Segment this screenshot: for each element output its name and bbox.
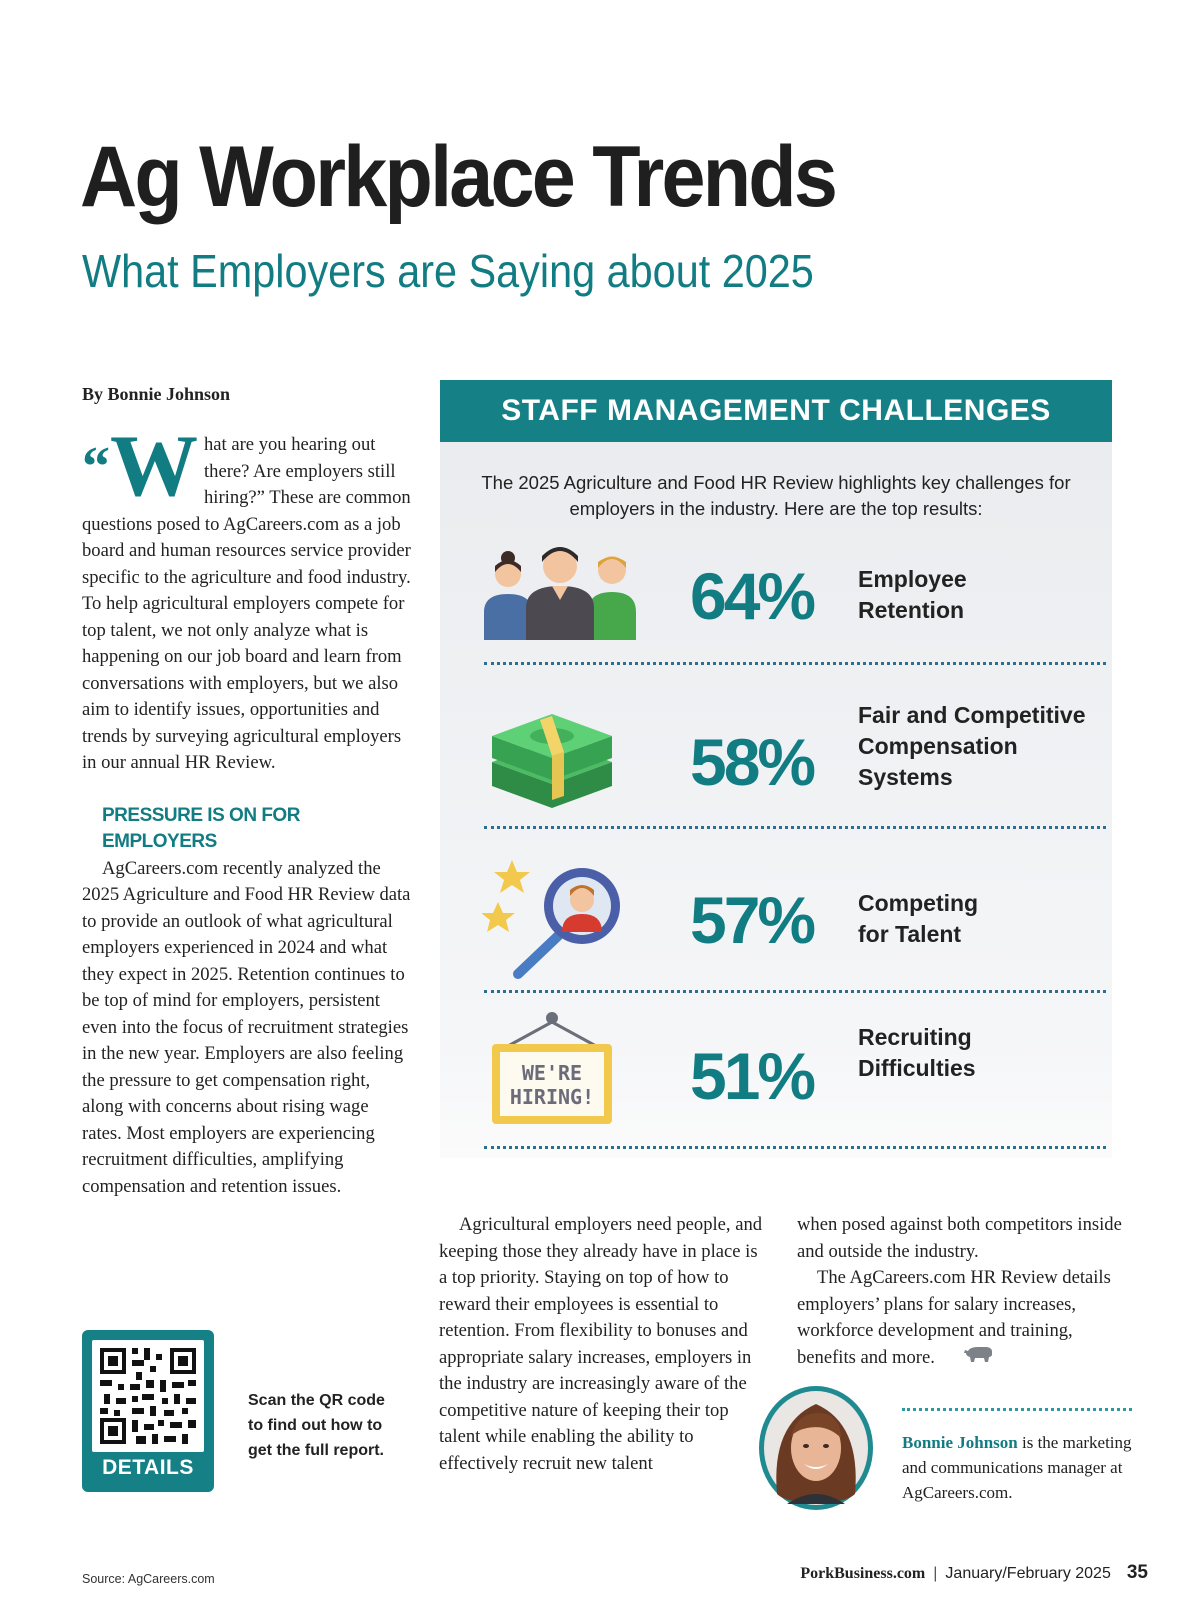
issue-date: January/February 2025 <box>945 1565 1111 1582</box>
stat-percent: 57% <box>690 883 814 957</box>
pig-icon <box>944 1345 994 1372</box>
author-bio: Bonnie Johnson is the marketing and communications manager at AgCareers.com. <box>902 1433 1132 1502</box>
qr-details-label: DETAILS <box>102 1456 194 1479</box>
stat-label: Recruiting Difficulties <box>858 1024 976 1081</box>
author-name: Bonnie Johnson <box>902 1433 1018 1452</box>
stat-percent: 51% <box>690 1039 814 1113</box>
article-subtitle: What Employers are Saying about 2025 <box>82 245 814 297</box>
intro-paragraph: hat are you hearing out there? Are employers still hiring?” These are common questions posed to AgCareers.com as a job board and human resources service provider specific to the agriculture and food industry. To help agricultural employers compete for top talent, we not only analyze what is happening on our job board and learn from conversations with employers, but we also aim to identify issues, opportunities and trends by surveying agricultural employers in our annual HR Review. <box>82 434 411 773</box>
stat-label: Employee Retention <box>858 566 967 623</box>
author-divider <box>902 1408 1132 1411</box>
infographic-panel <box>440 380 1112 1158</box>
divider <box>484 662 1106 665</box>
stat-percent: 64% <box>690 559 814 633</box>
infographic-intro: The 2025 Agriculture and Food HR Review highlights key challenges for employers in the industry. Here are the top results: <box>481 472 1071 519</box>
qr-code[interactable] <box>92 1340 204 1452</box>
stat-label: Competing for Talent <box>858 890 979 947</box>
publication-site: PorkBusiness.com <box>800 1565 926 1582</box>
hiring-sign-text-2: HIRING! <box>509 1085 595 1109</box>
right-column <box>797 1212 1127 1371</box>
infographic-header: STAFF MANAGEMENT CHALLENGES <box>440 380 1112 442</box>
divider <box>484 1146 1106 1149</box>
right-paragraph-2: The AgCareers.com HR Review details employers’ plans for salary increases, workforce development and training, benefits and more. <box>797 1265 1127 1371</box>
section-paragraph: AgCareers.com recently analyzed the 2025 Agriculture and Food HR Review data to provide an outlook of what agricultural employers experienced in 2024 and what they expect in 2025. Retention continues to be top of mind for employers, persistent even into the focus of recruitment strategies in the new year. Employers are also feeling the pressure to get compensation right, along with concerns about rising wage rates. Most employers are experiencing recruitment difficulties, amplifying compensation and retention issues. <box>82 857 411 1197</box>
article-title: Ag Workplace Trends <box>80 129 836 225</box>
hiring-sign-icon <box>482 1010 622 1135</box>
byline: By Bonnie Johnson <box>82 384 231 404</box>
page-number: 35 <box>1126 1562 1148 1583</box>
qr-code-card[interactable] <box>82 1330 214 1492</box>
talent-search-icon <box>482 850 632 985</box>
right-paragraph-1: when posed against both competitors inside and outside the industry. <box>797 1214 1122 1262</box>
page-footer <box>800 1562 1148 1584</box>
divider <box>484 990 1106 993</box>
people-group-icon <box>482 540 642 647</box>
left-column <box>82 418 412 1200</box>
money-stack-icon <box>482 700 622 821</box>
footer-separator: | <box>933 1565 938 1582</box>
middle-column <box>439 1212 769 1477</box>
qr-caption: Scan the QR code to find out how to get the full report. <box>248 1392 385 1459</box>
stat-label: Fair and Competitive Compensation Systems <box>858 702 1086 790</box>
dropcap: “W <box>82 418 198 515</box>
intro-paragraph-block <box>82 418 412 777</box>
stat-percent: 58% <box>690 725 814 799</box>
source-note: Source: AgCareers.com <box>82 1572 215 1586</box>
middle-paragraph: Agricultural employers need people, and keeping those they already have in place is a top priority. Staying on top of how to reward their employees is essential to retention. From flexibility to bonuses and appropriate salary increases, employers in the industry are increasingly aware of the competitive nature of keeping their top talent while enabling the ability to effectively recruit new talent <box>439 1214 763 1474</box>
section-heading: PRESSURE IS ON FOR EMPLOYERS <box>102 804 300 852</box>
divider <box>484 826 1106 829</box>
hiring-sign-text-1: WE'RE <box>521 1061 583 1085</box>
author-photo <box>757 1384 875 1512</box>
